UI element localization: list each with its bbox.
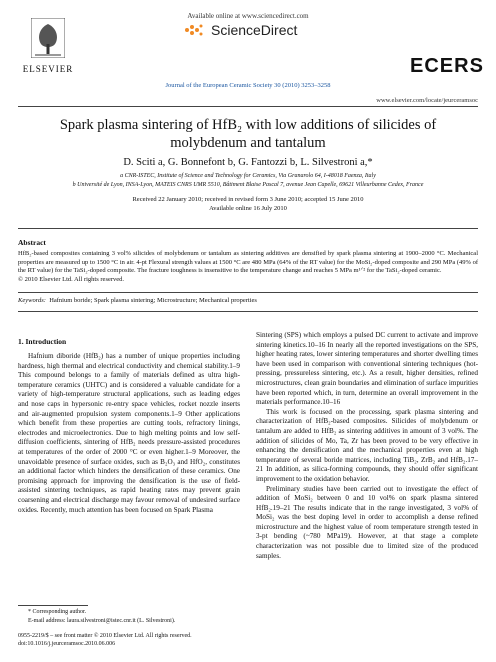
received-dates: Received 22 January 2010; received in revised form 3 June 2010; accepted 15 June 2010 [132, 196, 364, 203]
affiliation-a: a CNR-ISTEC, Institute of Science and Technology for Ceramics, Via Granarolo 64, I-48018 Faenza, Italy [120, 173, 376, 179]
keywords-text: Hafnium boride; Spark plasma sintering; Microstructure; Mechanical properties [49, 297, 257, 304]
left-paragraph-1: Hafnium diboride (HfB₂) has a number of unique properties including hardness, high thermal and electrical conductivity and chemical stability.1–9 This compound belongs to a family of materials defined as ultra high-temperature ceramics (UHTC) and is considered a valuable candidate for a variety of high-temperature structural applications, such as leading edges and nose caps in hypersonic re-entry space vehicles, rocket nozzle inserts and air-augmented propulsion system components.1–9 Other applications which benefit from these properties are cutting tools, refractory linings, electrodes and microelectronics. Due to high melting points and low self-diffusion coefficients, sintering of HfB₂ needs pressure-assisted procedures at temperatures of the order of 2000 °C or even higher.1–9 Moreover, the unavoidable presence of surface oxides, such as B₂O₃ and HfO₂, constitutes an additional factor which hinders the densification of these ceramics. One promising approach for improving the densification is the use of field-assisted sintering techniques, as rapid heating rates may prevent grain coarsening and electrical discharge may favour removal of undesired surface oxides. Recently, much attention has been focused on Spark Plasma [18, 352, 240, 514]
abstract-body [18, 250, 478, 284]
available-date: Available online 16 July 2010 [209, 205, 287, 212]
available-online-text: Available online at www.sciencedirect.com [187, 12, 309, 20]
elsevier-tree-icon [31, 18, 65, 58]
authors: D. Sciti a, G. Bonnefont b, G. Fantozzi b, L. Silvestroni a,* [123, 157, 373, 168]
keywords-line [18, 297, 478, 304]
abstract-copyright: © 2010 Elsevier Ltd. All rights reserved. [18, 275, 125, 283]
sciencedirect-wordmark: ScienceDirect [211, 22, 298, 38]
right-column [256, 331, 478, 561]
issn-line: 0955-2219/$ – see front matter © 2010 Elsevier Ltd. All rights reserved. [18, 633, 192, 639]
section-heading-introduction: 1. Introduction [18, 337, 67, 346]
elsevier-wordmark: ELSEVIER [22, 64, 74, 74]
abstract-text: HfB₂-based composites containing 3 vol% silicides of molybdenum or tantalum as sintering additives are densified by spark plasma sintering at 1900–2000 °C. Mechanical properties are measured up to 1500 °C in air. 4-pt Flexural strength values at 1500 °C are 480 MPa (64% of the RT value) for the MoSi₂-doped composite and 290 MPa (49% of the RT value) for the TaSi₂-doped composite. The fracture toughness is insensitive to the temperature change and reaches 5 MPa m¹ᐟ² for the TaSi₂-doped ceramic. [18, 250, 478, 274]
right-paragraph-2: This work is focused on the processing, spark plasma sintering and characterization of HfB₂-based composites. Silicides of molybdenum or tantalum are added to HfB₂ as sintering additives in amount of 3 vol%. The addition of silicides of Mo, Ta, Zr has been proved to be very effective in enhancing the densification and the mechanical properties even at high temperature of several boride matrices, including TiB₂, ZrB₂ and HfB₂.17–21 In addition, as silica-forming compounds, they should offer significant improvement to the oxidation behavior. [256, 407, 478, 483]
keywords-label: Keywords: [18, 297, 46, 304]
email-footnote[interactable]: E-mail address: laura.silvestroni@istec.cnr.it (L. Silvestroni). [28, 618, 176, 624]
doi-link[interactable]: doi:10.1016/j.jeurceramsoc.2010.06.006 [18, 641, 116, 647]
abstract-rule-top [18, 228, 478, 229]
sciencedirect-logo[interactable] [183, 22, 297, 38]
right-paragraph-3: Preliminary studies have been carried out to investigate the effect of addition of MoSi₂ between 0 and 10 vol% on spark plasma sintered HfB₂.19–21 The results indicate that in the range investigated, 3 vol% of MoSi₂ was the best doping level in order to accomplish a dense refined microstructure and the highest value of room temperature strength tested in 3-pt bending (~780 MPa19). However, at that stage a complete characterization was not possible due to limited size of the produced samples. [256, 484, 478, 560]
article-title [30, 116, 466, 152]
footnote-rule [18, 605, 88, 606]
left-column [18, 352, 240, 515]
header-rule [18, 106, 478, 107]
corresponding-author-note: * Corresponding author. [28, 609, 87, 615]
journal-url[interactable]: www.elsevier.com/locate/jeurceramsoc [376, 97, 478, 104]
affiliation-b: b Université de Lyon, INSA-Lyon, MATEIS CNRS UMR 5510, Bâtiment Blaise Pascal 7, avenue Jean Capelle, 69621 Villeurbanne Cedex, France [72, 182, 424, 188]
elsevier-logo[interactable] [18, 18, 78, 74]
abstract-rule-bottom [18, 311, 478, 312]
abstract-heading: Abstract [18, 238, 46, 247]
journal-citation-link[interactable]: Journal of the European Ceramic Society 30 (2010) 3253–3258 [165, 82, 331, 89]
right-paragraph-1: Sintering (SPS) which employs a pulsed DC current to activate and improve sintering kinetics.10–16 In nearly all the reported investigations on the SPS, higher heating rates, lower sintering temperatures and shorter dwelling times have been used in comparison with conventional sintering techniques (hot-pressing, pressureless sintering, etc.). As a result, higher densities, refined microstructures, clean grain boundaries and elimination of surface impurities have been reported which, in turn, determine an overall improvement in the materials performance.10–16 [256, 331, 478, 407]
sciencedirect-icon [183, 22, 205, 38]
abstract-rule-mid [18, 292, 478, 293]
ecers-logo[interactable]: ECERS [410, 55, 484, 77]
title-line-1: Spark plasma sintering of HfB₂ with low additions of silicides of [59, 117, 437, 133]
title-line-2: molybdenum and tantalum [170, 135, 326, 151]
